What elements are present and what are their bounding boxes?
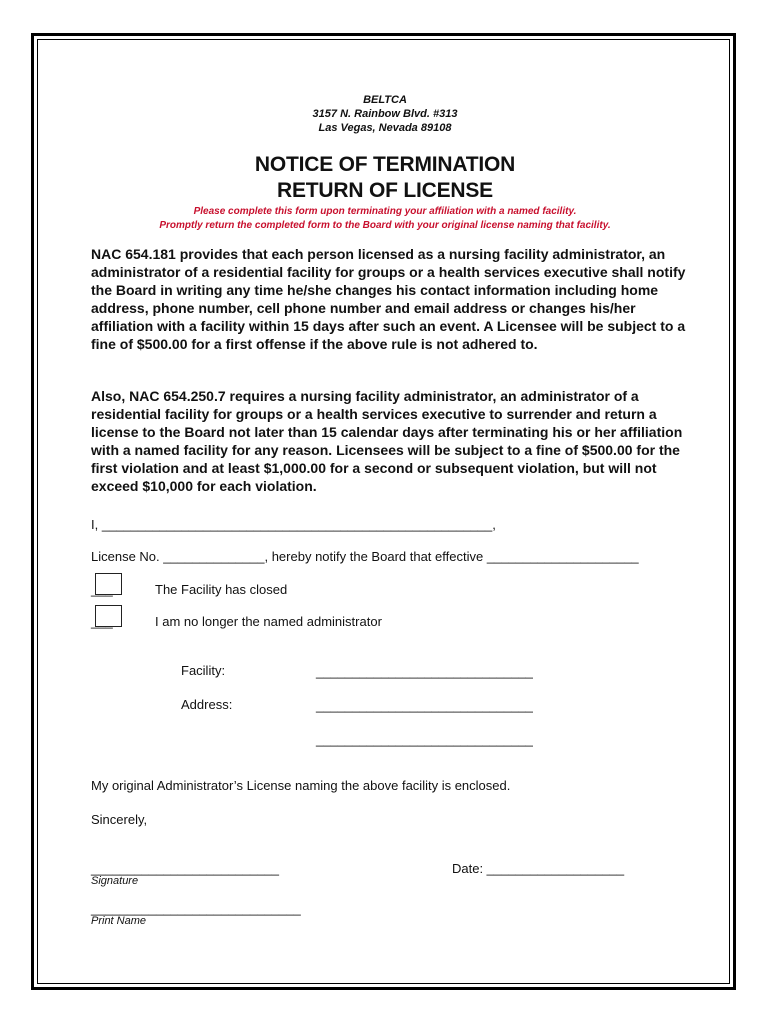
address-field-line2[interactable]: ______________________________: [316, 732, 533, 747]
nac-654-250-paragraph: Also, NAC 654.250.7 requires a nursing facility administrator, an administrator of a residential facility for groups or a health services executive to surrender and return a license to the Board not later than 15 calendar days after terminating his or her affiliation with a named facility for any reason. Licensees will be subject to a fine of $500.00 for the first violation and at least $1,000.00 for a second or subsequent violation, but will not exceed $10,000 for each violation.: [91, 388, 683, 494]
no-longer-administrator-label: I am no longer the named administrator: [155, 614, 382, 629]
address-field-line1[interactable]: ______________________________: [316, 698, 533, 713]
name-field[interactable]: I, ______________________________________________________,: [91, 517, 496, 532]
facility-field[interactable]: ______________________________: [316, 664, 533, 679]
org-name: BELTCA: [363, 94, 407, 106]
date-field[interactable]: Date: ___________________: [452, 861, 625, 876]
checkbox-underline: ___: [91, 582, 113, 597]
license-enclosed-statement: My original Administrator’s License naming the above facility is enclosed.: [91, 778, 511, 793]
org-street: 3157 N. Rainbow Blvd. #313: [312, 108, 458, 120]
instruction-line2: Promptly return the completed form to the Board with your original license naming that facility.: [159, 220, 611, 231]
doc-title-line2: RETURN OF LICENSE: [277, 179, 493, 202]
license-effective-field[interactable]: License No. ______________, hereby notify the Board that effective _____________________: [91, 549, 639, 564]
org-city: Las Vegas, Nevada 89108: [318, 122, 452, 134]
print-name-field[interactable]: _____________________________: [91, 901, 301, 916]
closing-sincerely: Sincerely,: [91, 812, 148, 827]
doc-title-line1: NOTICE OF TERMINATION: [254, 153, 516, 176]
checkbox-underline: ___: [91, 614, 113, 629]
facility-label: Facility:: [181, 663, 226, 678]
signature-label: Signature: [91, 875, 139, 887]
facility-closed-label: The Facility has closed: [155, 582, 288, 597]
signature-field[interactable]: __________________________: [91, 861, 279, 876]
address-label: Address:: [181, 697, 233, 712]
print-name-label: Print Name: [91, 915, 147, 927]
instruction-line1: Please complete this form upon terminating your affiliation with a named facility.: [193, 206, 577, 217]
nac-654-181-paragraph: NAC 654.181 provides that each person licensed as a nursing facility administrator, an administrator of a residential facility for groups or a health services executive shall notify the Board in writing any time he/she changes his contact information including home address, phone number, cell phone number and email address or changes his/her affiliation with a facility within 15 days after such an event. A Licensee will be subject to a fine of $500.00 for a first offense if the above rule is not adhered to.: [91, 246, 686, 352]
